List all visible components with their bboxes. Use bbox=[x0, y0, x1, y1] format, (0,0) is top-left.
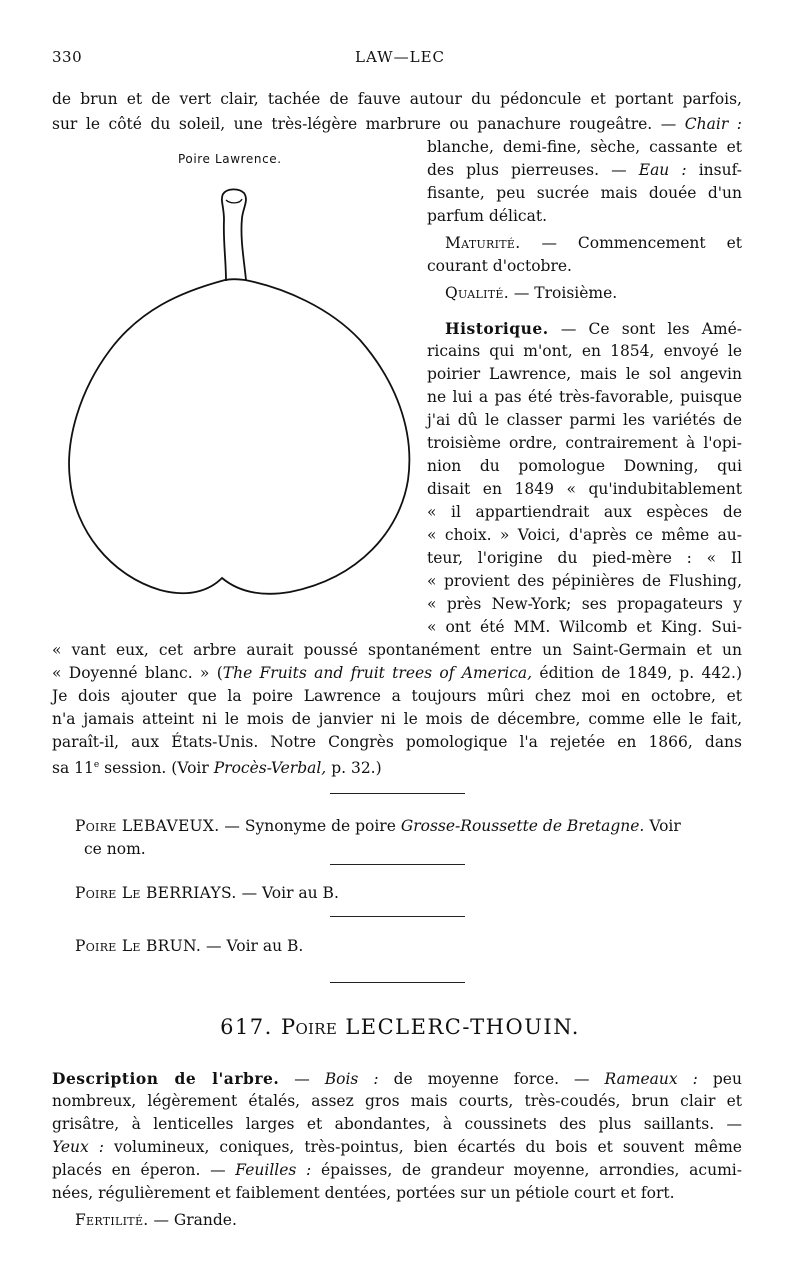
qualite-line: Qualité. — Troisième. bbox=[445, 284, 618, 302]
historique-line: Historique. — Ce sont les Amé- bbox=[445, 319, 742, 338]
hist-line-9: « il appartiendrait aux espèces de bbox=[427, 503, 742, 521]
hist-line-5: j'ai dû le classer parmi les variétés de bbox=[427, 411, 742, 429]
right-line-2: des plus pierreuses. — Eau : insuf- bbox=[427, 161, 742, 179]
eau-label: Eau : bbox=[638, 161, 687, 179]
desc-line-3: grisâtre, à lenticelles larges et abondantes, à coussinets des plus saillants. — bbox=[52, 1115, 742, 1133]
full-line-3: Je dois ajouter que la poire Lawrence a toujours mûri chez moi en octobre, et bbox=[52, 687, 742, 705]
maturite-label: Maturité. bbox=[445, 234, 521, 252]
entry-lebaveux: Poire LEBAVEUX. — Synonyme de poire Grosse-Roussette de Bretagne. Voir bbox=[75, 817, 681, 835]
full-line-6: sa 11e session. (Voir Procès-Verbal, p. 32.) bbox=[52, 759, 382, 778]
hist-line-10: « choix. » Voici, d'après ce même au- bbox=[427, 526, 742, 544]
intro-line-2: sur le côté du soleil, une très-légère marbrure ou panachure rougeâtre. — Chair : bbox=[52, 115, 742, 133]
right-line-6: courant d'octobre. bbox=[427, 257, 572, 275]
book-title: The Fruits and fruit trees of America, bbox=[222, 664, 533, 682]
desc-line-1: Description de l'arbre. — Bois : de moyenne force. — Rameaux : peu bbox=[52, 1069, 742, 1088]
description-label: Description de l'arbre. bbox=[52, 1069, 280, 1088]
hist-line-12: « provient des pépinières de Flushing, bbox=[427, 572, 742, 590]
figure-caption: Poire Lawrence. bbox=[178, 152, 282, 166]
full-line-1: « vant eux, cet arbre aurait poussé spontanément entre un Saint-Germain et un bbox=[52, 641, 742, 659]
desc-line-6: nées, régulièrement et faiblement dentées, portées sur un pétiole court et fort. bbox=[52, 1184, 675, 1202]
fertilite-line: Fertilité. — Grande. bbox=[75, 1211, 237, 1229]
hist-line-7: nion du pomologue Downing, qui bbox=[427, 457, 742, 475]
hist-line-2: ricains qui m'ont, en 1854, envoyé le bbox=[427, 342, 742, 360]
full-line-5: paraît-il, aux États-Unis. Notre Congrès pomologique l'a rejetée en 1866, dans bbox=[52, 733, 742, 751]
right-line-4: parfum délicat. bbox=[427, 207, 548, 225]
hist-line-11: teur, l'origine du pied-mère : « Il bbox=[427, 549, 742, 567]
hist-line-14: « ont été MM. Wilcomb et King. Sui- bbox=[427, 618, 742, 636]
pear-illustration bbox=[40, 180, 420, 620]
section-title: 617. Poire LECLERC-THOUIN. bbox=[220, 1015, 580, 1039]
right-line-3: fisante, peu sucrée mais douée d'un bbox=[427, 184, 742, 202]
separator-rule bbox=[330, 916, 465, 917]
intro-line-1: de brun et de vert clair, tachée de fauve autour du pédoncule et portant parfois, bbox=[52, 90, 742, 108]
desc-line-2: nombreux, légèrement étalés, assez gros mais courts, très-coudés, brun clair et bbox=[52, 1092, 742, 1110]
right-line-1: blanche, demi-fine, sèche, cassante et bbox=[427, 138, 742, 156]
qualite-label: Qualité. bbox=[445, 284, 509, 302]
page-number: 330 bbox=[52, 48, 83, 66]
desc-line-4: Yeux : volumineux, coniques, très-pointus, bien écartés du bois et souvent même bbox=[52, 1138, 742, 1156]
full-line-2: « Doyenné blanc. » (The Fruits and fruit trees of America, édition de 1849, p. 442.) bbox=[52, 664, 743, 682]
entry-lebaveux-l2: ce nom. bbox=[84, 840, 146, 858]
separator-rule bbox=[330, 793, 465, 794]
separator-rule bbox=[330, 982, 465, 983]
full-line-4: n'a jamais atteint ni le mois de janvier ni le mois de décembre, comme elle le fait, bbox=[52, 710, 742, 728]
hist-line-13: « près New-York; ses propagateurs y bbox=[427, 595, 742, 613]
chair-label: Chair : bbox=[684, 115, 742, 133]
hist-line-4: ne lui a pas été très-favorable, puisque bbox=[427, 388, 742, 406]
hist-line-3: poirier Lawrence, mais le sol angevin bbox=[427, 365, 742, 383]
running-title: LAW—LEC bbox=[355, 48, 445, 66]
entry-berriays: Poire Le BERRIAYS. — Voir au B. bbox=[75, 884, 339, 902]
hist-line-6: troisième ordre, contrairement à l'opi- bbox=[427, 434, 742, 452]
entry-brun: Poire Le BRUN. — Voir au B. bbox=[75, 937, 304, 955]
desc-line-5: placés en éperon. — Feuilles : épaisses, de grandeur moyenne, arrondies, acumi- bbox=[52, 1161, 742, 1179]
separator-rule bbox=[330, 864, 465, 865]
hist-line-8: disait en 1849 « qu'indubitablement bbox=[427, 480, 742, 498]
maturite-line: Maturité. — Commencement et bbox=[445, 234, 742, 252]
historique-label: Historique. bbox=[445, 319, 549, 338]
